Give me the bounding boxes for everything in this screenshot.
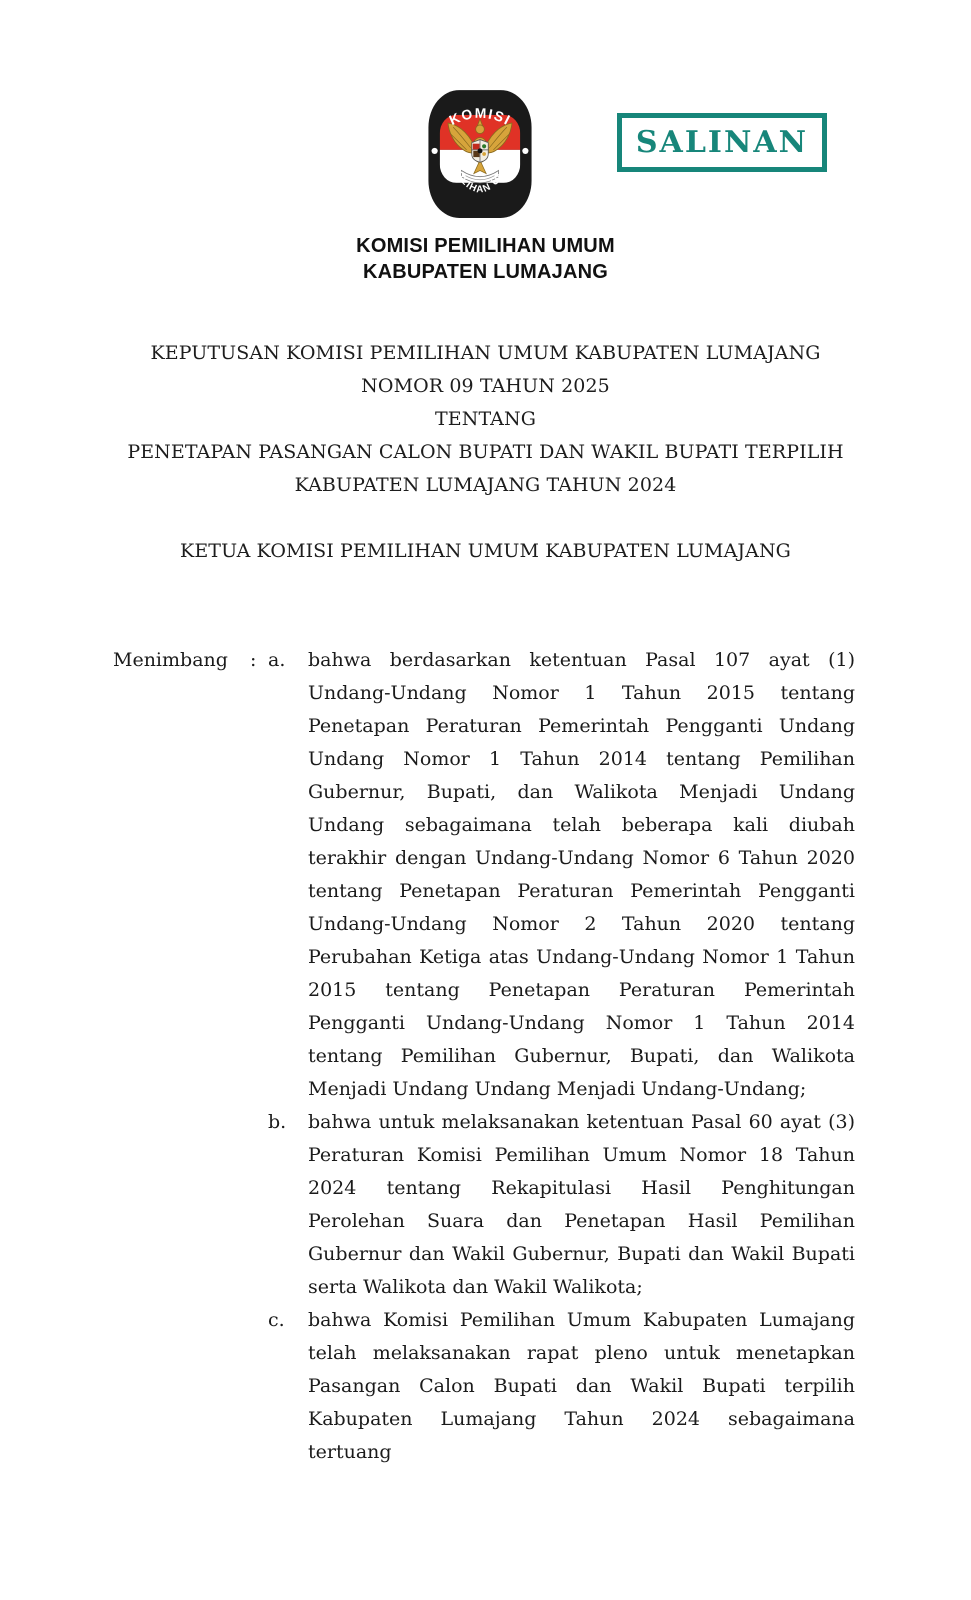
decree-number-line: NOMOR 09 TAHUN 2025 bbox=[361, 375, 610, 397]
decree-subject-line1: PENETAPAN PASANGAN CALON BUPATI DAN WAKIL BUPATI TERPILIH bbox=[127, 441, 844, 463]
menimbang-item-b-marker: b. bbox=[268, 1111, 287, 1133]
menimbang-item-c-text: bahwa Komisi Pemilihan Umum Kabupaten Lumajang telah melaksanakan rapat pleno untuk menetapkan Pasangan Calon Bupati dan Wakil Bupati terpilih Kabupaten Lumajang Tahun 2024 sebagaimana tertuang bbox=[308, 1309, 855, 1463]
decree-issuer-line: KETUA KOMISI PEMILIHAN UMUM KABUPATEN LUMAJANG bbox=[180, 540, 791, 562]
menimbang-section bbox=[113, 644, 855, 1469]
logo-top-arc-text: KOMISI bbox=[446, 104, 514, 129]
menimbang-colon: : bbox=[250, 649, 257, 671]
salinan-stamp bbox=[617, 113, 827, 172]
title-spacer bbox=[0, 502, 971, 535]
menimbang-item-b-text: bahwa untuk melaksanakan ketentuan Pasal 60 ayat (3) Peraturan Komisi Pemilihan Umum Nomor 18 Tahun 2024 tentang Rekapitulasi Hasil Penghitungan Perolehan Suara dan Penetapan Hasil Pemilihan Gubernur dan Wakil Gubernur, Bupati dan Wakil Bupati serta Walikota dan Wakil Walikota; bbox=[308, 1111, 855, 1298]
logo-dot-left bbox=[432, 148, 438, 154]
logo-bottom-arc-text: PEMILIHAN UMUM bbox=[442, 152, 518, 196]
salinan-stamp-label: SALINAN bbox=[635, 125, 809, 160]
decree-title-line1: KEPUTUSAN KOMISI PEMILIHAN UMUM KABUPATEN LUMAJANG bbox=[150, 342, 821, 364]
decree-tentang-line: TENTANG bbox=[434, 408, 537, 430]
menimbang-item-c-marker: c. bbox=[268, 1309, 285, 1331]
menimbang-item-a-marker: a. bbox=[268, 649, 286, 671]
org-name-line2: KABUPATEN LUMAJANG bbox=[362, 261, 609, 283]
org-header bbox=[0, 233, 971, 285]
menimbang-item-a-text: bahwa berdasarkan ketentuan Pasal 107 ayat (1) Undang-Undang Nomor 1 Tahun 2015 tentang Penetapan Peraturan Pemerintah Pengganti Undang Undang Nomor 1 Tahun 2014 tentang Pemilihan Gubernur, Bupati, dan Walikota Menjadi Undang Undang sebagaimana telah beberapa kali diubah terakhir dengan Undang-Undang Nomor 6 Tahun 2020 tentang Penetapan Peraturan Pemerintah Pengganti Undang-Undang Nomor 2 Tahun 2020 tentang Perubahan Ketiga atas Undang-Undang Nomor 1 Tahun 2015 tentang Penetapan Peraturan Pemerintah Pengganti Undang-Undang Nomor 1 Tahun 2014 tentang Pemilihan Gubernur, Bupati, dan Walikota Menjadi Undang Undang Menjadi Undang-Undang; bbox=[308, 649, 855, 1100]
kpu-logo bbox=[426, 88, 534, 220]
logo-dot-right bbox=[522, 148, 528, 154]
decree-subject-line2: KABUPATEN LUMAJANG TAHUN 2024 bbox=[294, 474, 677, 496]
decree-title-block bbox=[0, 337, 971, 568]
menimbang-label: Menimbang bbox=[113, 649, 228, 671]
org-name-line1: KOMISI PEMILIHAN UMUM bbox=[356, 235, 615, 257]
